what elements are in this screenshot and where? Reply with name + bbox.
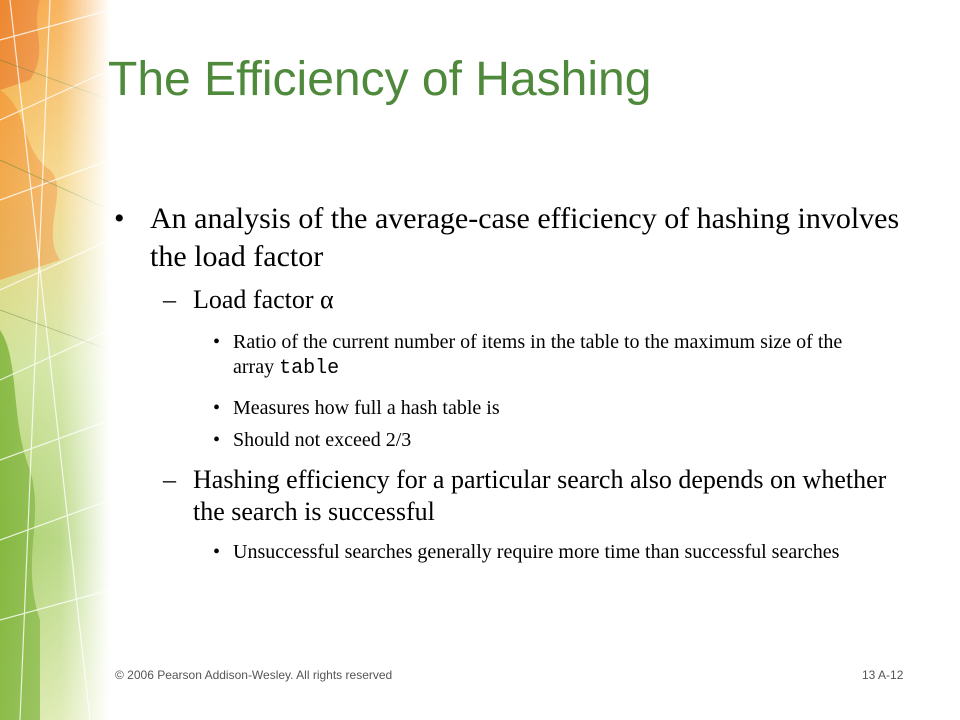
bullet-text: Measures how full a hash table is [233, 397, 500, 419]
bullet-level2 [163, 284, 913, 316]
bullet-level1 [114, 200, 910, 276]
bullet-text: Hashing efficiency for a particular search also depends on whether the search is successful [193, 465, 887, 526]
bullet-level3 [213, 396, 873, 421]
bullet-level3 [213, 540, 873, 565]
dash-marker: – [163, 465, 176, 494]
code-text: table [279, 357, 340, 380]
bullet-text: Unsuccessful searches generally require more time than successful searches [233, 541, 840, 563]
dash-marker: – [163, 285, 176, 314]
footer-page-number: 13 A-12 [862, 668, 904, 682]
bullet-level2 [163, 464, 913, 528]
bullet-text: Should not exceed 2/3 [233, 429, 412, 451]
bullet-marker: • [213, 397, 221, 419]
side-decoration [0, 0, 110, 720]
bullet-text: Load factor α [193, 285, 334, 314]
bullet-level3 [213, 330, 873, 381]
bullet-level3 [213, 428, 873, 453]
bullet-text: An analysis of the average-case efficiency of hashing involves the load factor [150, 202, 900, 273]
slide-title: The Efficiency of Hashing [108, 53, 652, 106]
bullet-marker: • [114, 202, 125, 235]
bullet-marker: • [213, 429, 221, 451]
bullet-marker: • [213, 331, 221, 353]
footer-copyright: © 2006 Pearson Addison-Wesley. All rights reserved [115, 668, 393, 682]
bullet-text: Ratio of the current number of items in the table to the maximum size of the array [233, 331, 843, 378]
bullet-marker: • [213, 541, 221, 563]
